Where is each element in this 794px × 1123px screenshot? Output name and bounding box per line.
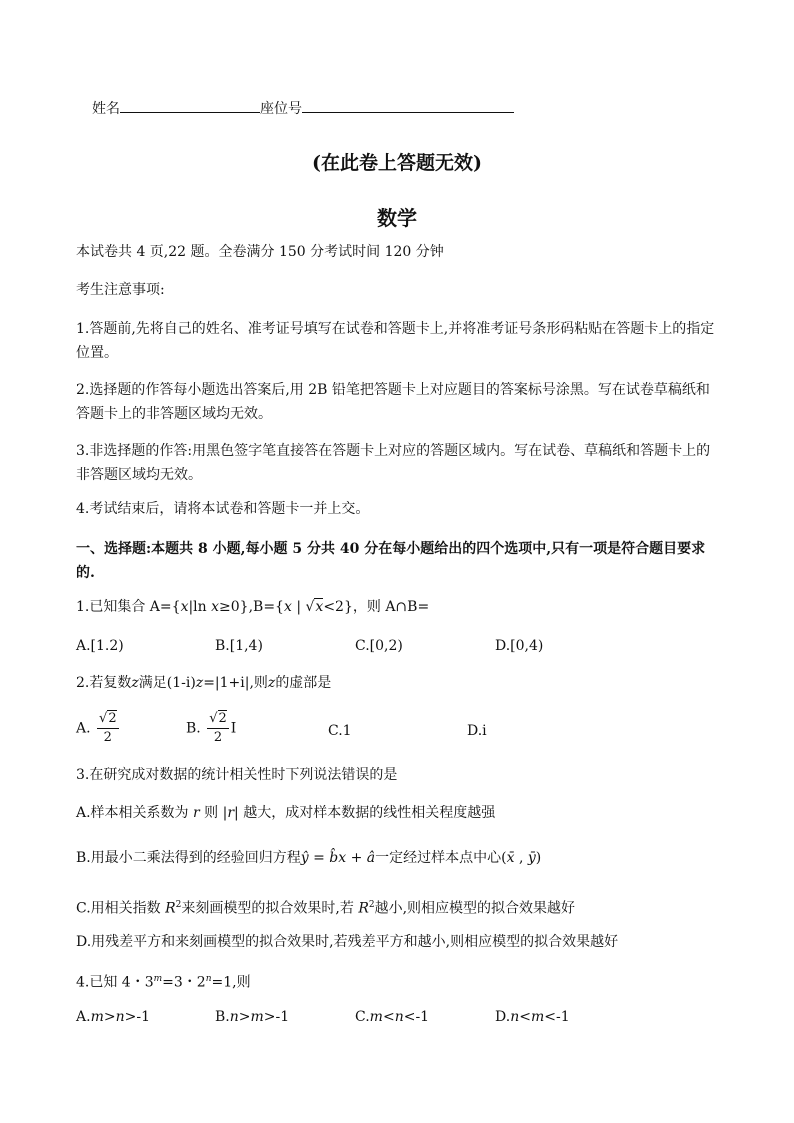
note-3: 3.非选择题的作答:用黑色签字笔直接答在答题卡上对应的答题区域内。写在试卷、草稿纸和答题卡上的非答题区域均无效。 — [76, 443, 711, 483]
q4-option-a[interactable]: A.m>n>-1 — [76, 1009, 150, 1025]
q2-option-d[interactable]: D.i — [467, 723, 487, 739]
q3-option-c[interactable]: C.用相关指数 $R^2$来刻画模型的拟合效果时,若 $R^2$越小,则相应模型的拟合效果越好 — [76, 900, 576, 917]
q2-option-a[interactable]: A. $\frac{√2}{2}$ — [76, 711, 117, 745]
name-blank[interactable] — [120, 98, 260, 113]
sqrt-symbol: √ — [305, 599, 315, 615]
q1-option-a[interactable]: A.[1.2) — [76, 638, 124, 654]
header-line — [92, 98, 514, 118]
q3-option-b[interactable]: B.用最小二乘法得到的经验回归方程ŷ = b̂x + â一定经过样本点中心(x̄ , ȳ) — [76, 850, 542, 866]
note-1: 1.答题前,先将自己的姓名、准考证号填写在试卷和答题卡上,并将准考证号条形码粘贴在答题卡上的指定位置。 — [76, 321, 715, 361]
question-1-stem: 1.已知集合 A={x|ln x≥0},B={x | √x<2}，则 A∩B= — [76, 599, 430, 615]
notes-heading: 考生注意事项: — [76, 282, 165, 298]
section-1-heading: 一、选择题:本题共 8 小题,每小题 5 分共 40 分在每小题给出的四个选项中,只有一项是符合题目要求的. — [76, 541, 706, 581]
q1-option-d[interactable]: D.[0,4) — [495, 638, 544, 654]
q3-option-d[interactable]: D.用残差平方和来刻画模型的拟合效果时,若残差平方和越小,则相应模型的拟合效果越好 — [76, 934, 619, 950]
question-2-stem: 2.若复数z满足(1-i)z=|1+i|,则z的虚部是 — [76, 675, 332, 691]
q2-option-c[interactable]: C.1 — [328, 723, 352, 739]
name-label: 姓名 — [92, 101, 120, 117]
exam-summary: 本试卷共 4 页,22 题。全卷满分 150 分考试时间 120 分钟 — [76, 244, 444, 260]
question-4-stem: 4.已知 4・$3^m=3$・$2^n=1$,则 — [76, 974, 251, 991]
note-4: 4.考试结束后，请将本试卷和答题卡一并上交。 — [76, 501, 370, 517]
q3-option-a[interactable]: A.样本相关系数为 r 则 |r| 越大，成对样本数据的线性相关程度越强 — [76, 805, 496, 821]
q1-option-b[interactable]: B.[1,4) — [215, 638, 263, 654]
question-3-stem: 3.在研究成对数据的统计相关性时下列说法错误的是 — [76, 767, 398, 783]
q4-option-c[interactable]: C.m<n<-1 — [355, 1009, 430, 1025]
note-2: 2.选择题的作答每小题选出答案后,用 2B 铅笔把答题卡上对应题目的答案标号涂黑。写在试卷草稿纸和答题卡上的非答题区域均无效。 — [76, 382, 710, 422]
q1-option-c[interactable]: C.[0,2) — [355, 638, 403, 654]
seat-label: 座位号 — [260, 101, 302, 117]
q4-option-d[interactable]: D.n<m<-1 — [495, 1009, 570, 1025]
q4-option-b[interactable]: B.n>m>-1 — [215, 1009, 290, 1025]
seat-blank[interactable] — [302, 98, 514, 113]
invalid-notice-title: (在此卷上答题无效) — [312, 152, 482, 174]
q2-option-b[interactable]: B. $\frac{√2}{2}$ I — [186, 711, 237, 745]
subject-title: 数学 — [377, 206, 417, 230]
